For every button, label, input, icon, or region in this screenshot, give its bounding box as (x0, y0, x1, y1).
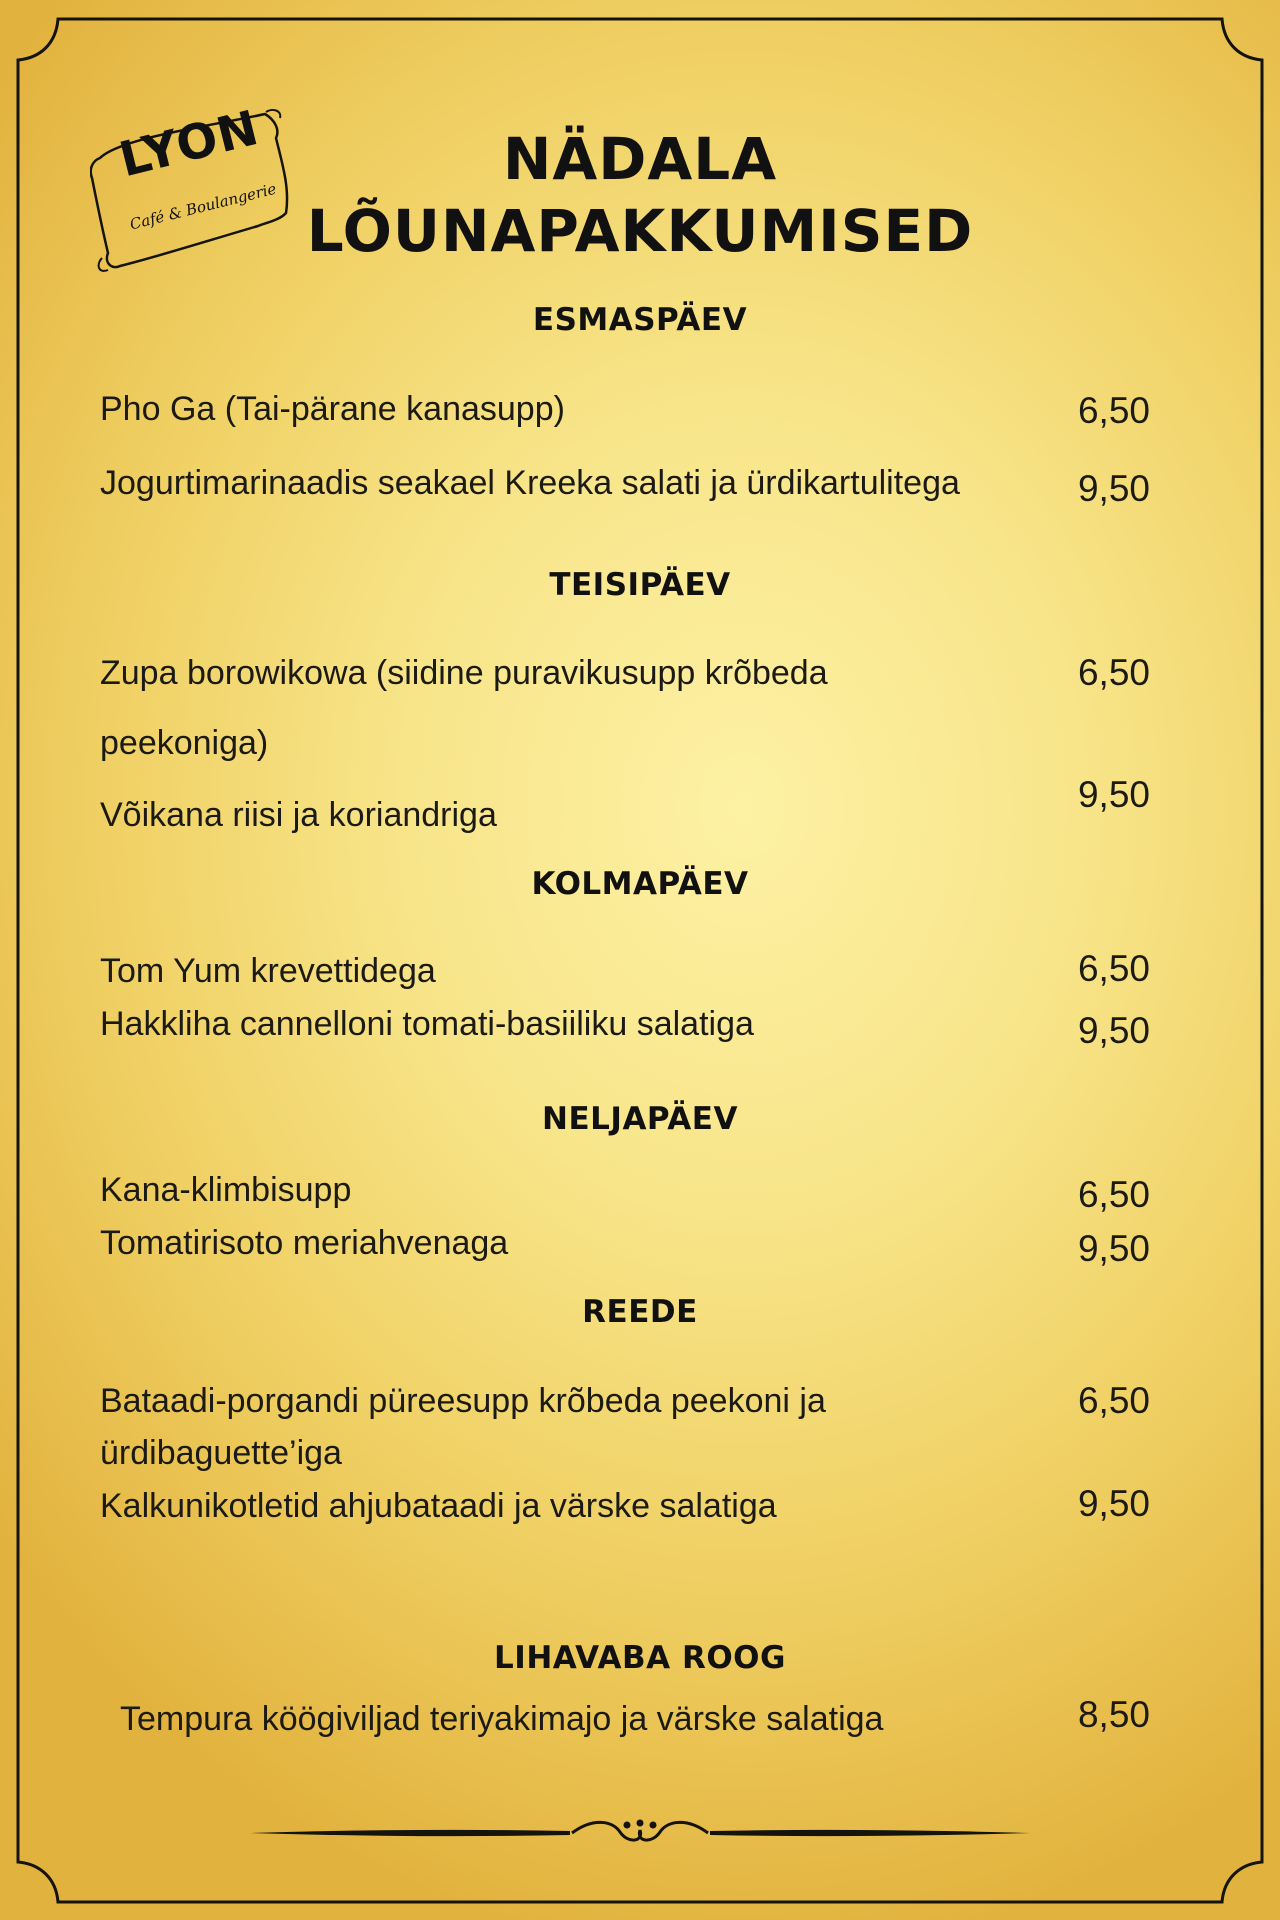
menu-item-price: 6,50 (1077, 652, 1150, 693)
ornament-divider (250, 1820, 1030, 1841)
menu-item-name: Tempura köögiviljad teriyakimajo ja värske salatiga (120, 1700, 884, 1738)
menu-item-price: 9,50 (1077, 1010, 1150, 1051)
day-heading-wednesday: KOLMAPÄEV (531, 866, 749, 902)
menu-item-name: Hakkliha cannelloni tomati-basiiliku salatiga (100, 1005, 754, 1043)
menu-item-name: Zupa borowikowa (siidine puravikusupp krõbeda (100, 654, 828, 692)
menu-item-price: 8,50 (1077, 1694, 1150, 1735)
vegetarian-heading: LIHAVABA ROOG (494, 1640, 786, 1676)
menu-item-name: Jogurtimarinaadis seakael Kreeka salati ja ürdikartulitega (100, 464, 960, 502)
page-title-line-1: NÄDALA (502, 125, 778, 193)
day-heading-friday: REEDE (582, 1294, 698, 1330)
menu-item-price: 6,50 (1077, 390, 1150, 431)
menu-item-price: 6,50 (1077, 1380, 1150, 1421)
menu-item-price: 9,50 (1077, 774, 1150, 815)
menu-item-name: Bataadi-porgandi püreesupp krõbeda peekoni ja (100, 1382, 826, 1420)
menu-item-price: 9,50 (1077, 1228, 1150, 1269)
menu-item-price: 9,50 (1077, 468, 1150, 509)
menu-item-price: 9,50 (1077, 1483, 1150, 1524)
day-heading-monday: ESMASPÄEV (532, 302, 748, 338)
logo-tagline: Café & Boulangerie (128, 179, 279, 234)
menu-item-name: Kana-klimbisupp (100, 1171, 352, 1209)
menu-item-name: Kalkunikotletid ahjubataadi ja värske salatiga (100, 1487, 777, 1525)
page-title-line-2: LÕUNAPAKKUMISED (306, 197, 974, 265)
day-heading-tuesday: TEISIPÄEV (549, 567, 731, 603)
menu-item-name-continued: ürdibaguette’iga (100, 1434, 342, 1472)
logo-wordmark: LYON (114, 99, 265, 189)
day-heading-thursday: NELJAPÄEV (542, 1101, 738, 1137)
menu-item-name: Tomatirisoto meriahvenaga (100, 1224, 509, 1262)
menu-item-name: Tom Yum krevettidega (100, 952, 436, 990)
menu-item-name-continued: peekoniga) (100, 724, 269, 762)
lyon-logo (90, 99, 300, 278)
menu-item-name: Võikana riisi ja koriandriga (100, 796, 497, 834)
menu-item-price: 6,50 (1077, 948, 1150, 989)
menu-item-price: 6,50 (1077, 1174, 1150, 1215)
menu-item-name: Pho Ga (Tai-pärane kanasupp) (100, 390, 565, 428)
